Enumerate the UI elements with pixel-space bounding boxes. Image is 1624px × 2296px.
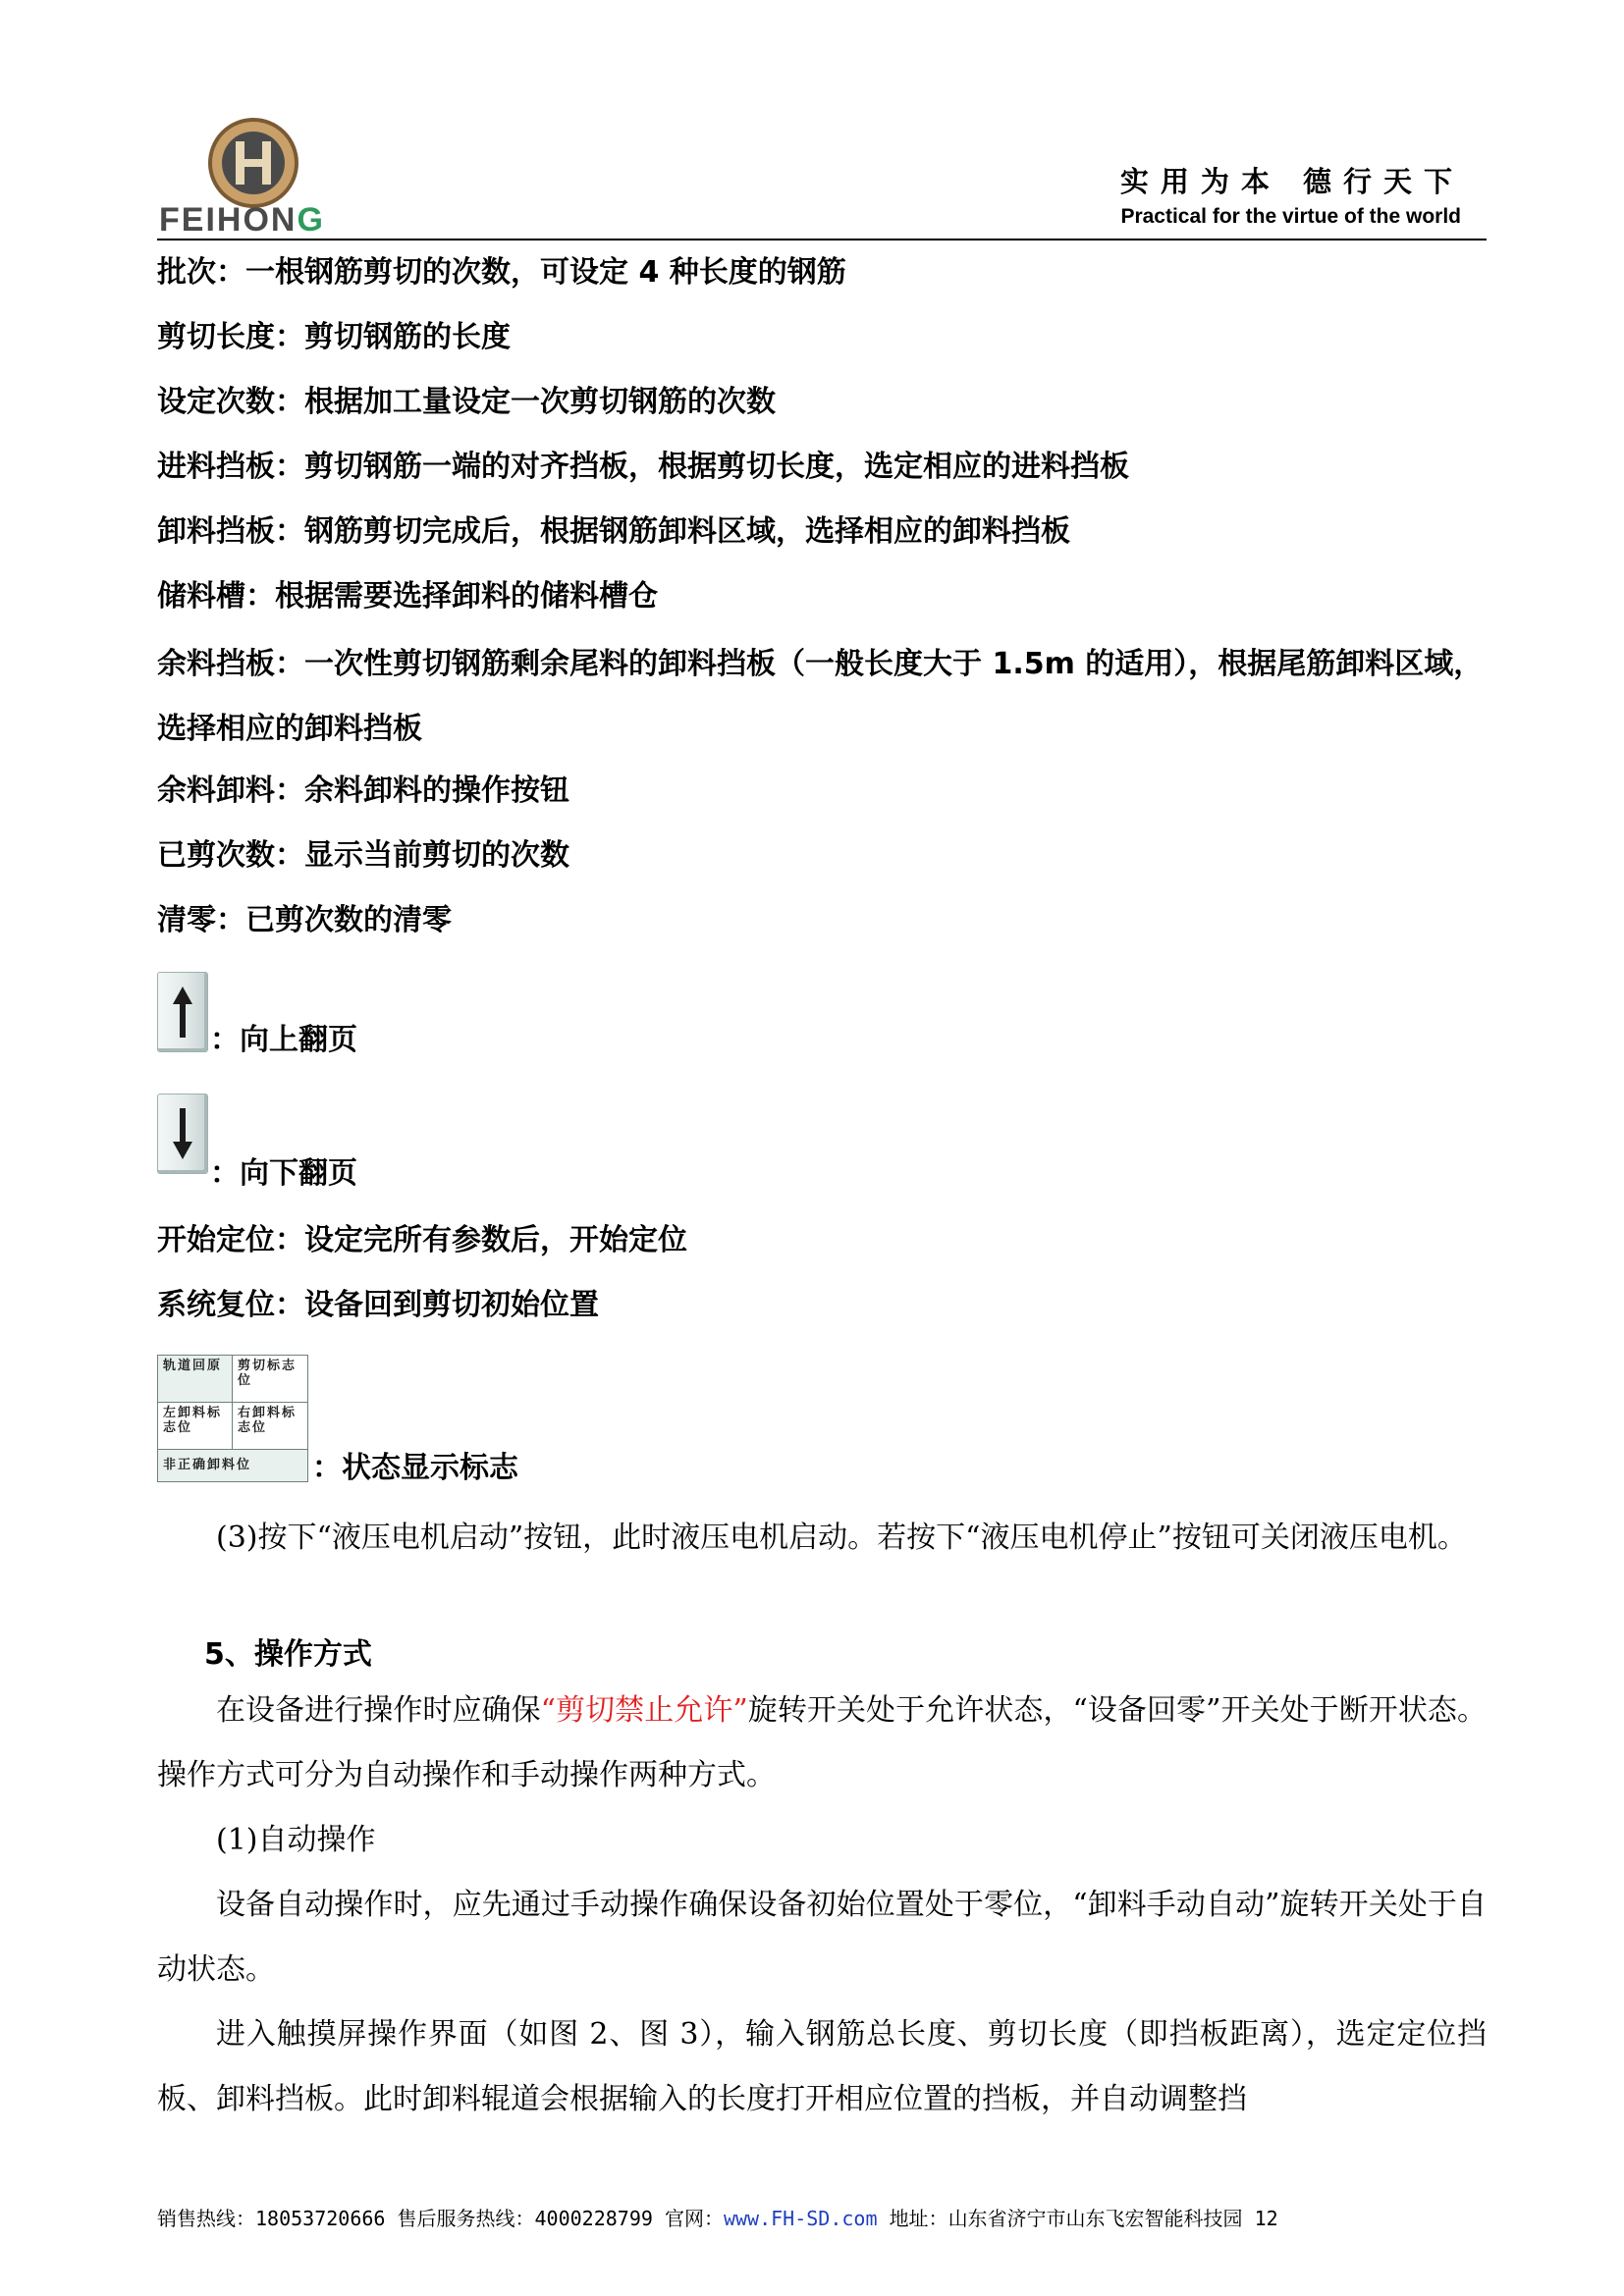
arrow-down-icon (172, 1106, 193, 1161)
status-cell-cut-flag: 剪切标志位 (233, 1356, 307, 1403)
paragraph-auto-operation: 设备自动操作时，应先通过手动操作确保设备初始位置处于零位，“卸料手动自动”旋转开关处于自动状态。 (157, 1888, 1487, 1987)
definition-term: 储料槽 (157, 579, 245, 614)
definition-desc: 一次性剪切钢筋剩余尾料的卸料挡板（一般长度大于 1.5m 的适用），根据尾筋卸料区域，选择相应的卸料挡板 (157, 647, 1484, 746)
definition-desc: 一根钢筋剪切的次数，可设定 4 种长度的钢筋 (245, 255, 846, 290)
definition-item: 剪切长度：剪切钢筋的长度 (157, 320, 511, 354)
slogan-chinese: 实用为本 德行天下 (1119, 165, 1464, 198)
slogan-english: Practical for the virtue of the world (1120, 205, 1461, 228)
definition-item: 系统复位：设备回到剪切初始位置 (157, 1288, 599, 1322)
definition-term: 清零 (157, 903, 216, 937)
service-phone: 4000228799 (534, 2207, 653, 2230)
definition-desc: 设备回到剪切初始位置 (304, 1288, 599, 1322)
company-logo-icon (206, 116, 300, 210)
status-cell-wrong-unload: 非正确卸料位 (158, 1450, 307, 1481)
definition-item: 余料挡板：一次性剪切钢筋剩余尾料的卸料挡板（一般长度大于 1.5m 的适用），根据尾筋卸料区域，选择相应的卸料挡板 (157, 647, 1484, 746)
definition-desc: 已剪次数的清零 (245, 903, 452, 937)
page-down-button[interactable] (157, 1094, 208, 1174)
site-label: 官网： (664, 2207, 724, 2230)
status-cell-left-unload: 左卸料标志位 (158, 1403, 233, 1450)
address-label: 地址： (889, 2207, 948, 2230)
page-footer (157, 2203, 1278, 2231)
definition-desc: 根据需要选择卸料的储料槽仓 (275, 579, 658, 614)
definition-term: 批次 (157, 255, 216, 290)
service-label: 售后服务热线： (397, 2207, 535, 2230)
status-indicator-panel (157, 1355, 308, 1482)
definition-item: 已剪次数：显示当前剪切的次数 (157, 838, 569, 873)
definition-item: 余料卸料：余料卸料的操作按钮 (157, 774, 569, 808)
website-link[interactable]: www.FH-SD.com (723, 2207, 878, 2230)
address-text: 山东省济宁市山东飞宏智能科技园 (947, 2207, 1243, 2230)
definition-item: 清零：已剪次数的清零 (157, 903, 452, 937)
status-cell-rail-home: 轨道回原 (158, 1356, 233, 1403)
brand-name: FEIHONG (159, 201, 325, 239)
page-number: 12 (1254, 2207, 1278, 2230)
definition-desc: 剪切钢筋的长度 (304, 320, 511, 354)
arrow-up-icon (172, 985, 193, 1040)
definition-term: 开始定位 (157, 1223, 275, 1257)
status-legend-label: ：状态显示标志 (312, 1451, 518, 1485)
section-heading: 5、操作方式 (204, 1637, 372, 1672)
paragraph-operation-mode: 在设备进行操作时应确保“剪切禁止允许”旋转开关处于允许状态，“设备回零”开关处于断开状态。操作方式可分为自动操作和手动操作两种方式。 (157, 1693, 1487, 1792)
definition-item: 进料挡板：剪切钢筋一端的对齐挡板，根据剪切长度，选定相应的进料挡板 (157, 450, 1129, 484)
sales-label: 销售热线： (157, 2207, 255, 2230)
page-up-label: ：向上翻页 (210, 1023, 357, 1057)
definition-term: 卸料挡板 (157, 514, 275, 549)
definition-term: 进料挡板 (157, 450, 275, 484)
definition-desc: 剪切钢筋一端的对齐挡板，根据剪切长度，选定相应的进料挡板 (304, 450, 1129, 484)
sales-phone: 18053720666 (255, 2207, 386, 2230)
definition-term: 系统复位 (157, 1288, 275, 1322)
definition-term: 设定次数 (157, 385, 275, 419)
definition-desc: 设定完所有参数后，开始定位 (304, 1223, 687, 1257)
header-divider (157, 239, 1487, 240)
definition-term: 剪切长度 (157, 320, 275, 354)
subheading-auto: (1)自动操作 (216, 1823, 376, 1857)
paragraph-touchscreen: 进入触摸屏操作界面（如图 2、图 3），输入钢筋总长度、剪切长度（即挡板距离），选定定位挡板、卸料挡板。此时卸料辊道会根据输入的长度打开相应位置的挡板，并自动调整挡 (157, 2017, 1487, 2116)
page-down-label: ：向下翻页 (210, 1156, 357, 1191)
paragraph-hydraulic: (3)按下“液压电机启动”按钮，此时液压电机启动。若按下“液压电机停止”按钮可关闭液压电机。 (216, 1521, 1467, 1555)
definition-item: 卸料挡板：钢筋剪切完成后，根据钢筋卸料区域，选择相应的卸料挡板 (157, 514, 1070, 549)
definition-desc: 根据加工量设定一次剪切钢筋的次数 (304, 385, 776, 419)
definition-item: 开始定位：设定完所有参数后，开始定位 (157, 1223, 687, 1257)
definition-item: 设定次数：根据加工量设定一次剪切钢筋的次数 (157, 385, 776, 419)
status-cell-right-unload: 右卸料标志位 (233, 1403, 307, 1450)
definition-term: 余料挡板 (157, 647, 275, 681)
definition-desc: 余料卸料的操作按钮 (304, 774, 569, 808)
definition-term: 余料卸料 (157, 774, 275, 808)
highlight-switch-name: “剪切禁止允许” (540, 1693, 748, 1728)
definition-term: 已剪次数 (157, 838, 275, 873)
page-up-button[interactable] (157, 972, 208, 1052)
definition-item: 储料槽：根据需要选择卸料的储料槽仓 (157, 579, 658, 614)
definition-desc: 显示当前剪切的次数 (304, 838, 569, 873)
definition-item: 批次：一根钢筋剪切的次数，可设定 4 种长度的钢筋 (157, 255, 846, 290)
definition-desc: 钢筋剪切完成后，根据钢筋卸料区域，选择相应的卸料挡板 (304, 514, 1070, 549)
